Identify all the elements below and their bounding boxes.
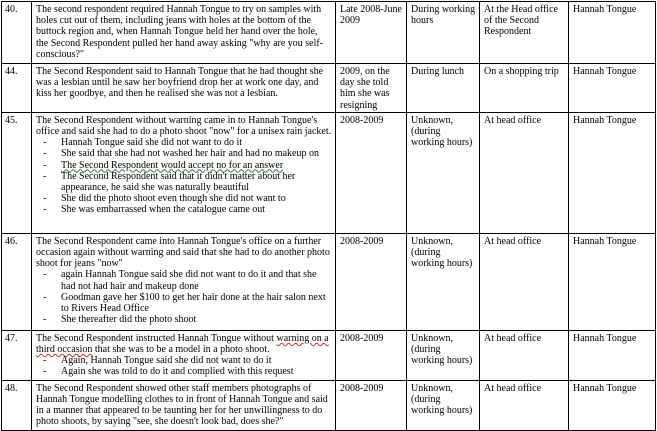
bullet-list (36, 137, 332, 215)
list-item: - She said that she had not washed her hair and had no makeup on (43, 148, 319, 160)
bullet-list (36, 355, 332, 377)
incident-text: The Second Respondent came into Hannah Tongue's office on a further occasion again without warning and said that she had to do another photo shoot for jeans "now" (36, 235, 330, 270)
incident-text: The Second Respondent instructed Hannah Tongue without warning on a third occasion that she was to be a model in a photo shoot. (36, 332, 329, 356)
table-row (2, 233, 656, 330)
list-item: - Again she was told to do it and complied with this request (43, 366, 294, 378)
incident-place: At head office (480, 380, 569, 430)
list-item: - The Second Respondent said that it didn't matter about her appearance, he said she was naturally beautiful (43, 170, 296, 194)
list-item: - She thereafter did the photo shoot (43, 314, 197, 326)
incident-date: 2008-2009 (336, 330, 407, 380)
incident-time: Unknown, (during working hours) (407, 112, 480, 233)
incident-place: At head office (480, 233, 569, 330)
table-row (2, 380, 656, 430)
spelling-flagged-text: warning on a third occasion (36, 332, 329, 356)
incident-time: Unknown, (during working hours) (407, 330, 480, 380)
list-item: - Hannah Tongue said she did not want to do it (43, 137, 243, 149)
incident-place: At head office (480, 112, 569, 233)
table-row (2, 330, 656, 380)
row-number: 40. (2, 2, 32, 64)
row-number: 45. (2, 112, 32, 233)
incident-time: Unknown, (during working hours) (407, 380, 480, 430)
row-number: 47. (2, 330, 32, 380)
incident-date: 2008-2009 (336, 233, 407, 330)
list-item: - Again, Hannah Tongue said she did not want to do it (43, 355, 272, 367)
incident-person: Hannah Tongue (569, 330, 656, 380)
incident-place: On a shopping trip (480, 64, 569, 113)
row-number: 46. (2, 233, 32, 330)
incident-date: 2008-2009 (336, 112, 407, 233)
incident-text: The Second Respondent without warning came in to Hannah Tongue's office and said she had to do a photo shoot "now" for a unisex rain jacket. (36, 114, 332, 138)
incident-date: 2008-2009 (336, 380, 407, 430)
incident-person: Hannah Tongue (569, 233, 656, 330)
incident-description (32, 330, 336, 380)
table-row (2, 112, 656, 233)
incident-description: The second respondent required Hannah Tongue to try on samples with holes cut out of them, including jeans with holes at the bottom of the buttock region and, when Hannah Tongue held her hand over the hole, the Second Respondent pulled her hand away asking "why are you self-conscious?" (32, 2, 336, 64)
incident-person: Hannah Tongue (569, 380, 656, 430)
incident-time: During lunch (407, 64, 480, 113)
incident-person: Hannah Tongue (569, 112, 656, 233)
list-item: - again Hannah Tongue said she did not want to do it and that she had not had hair and makeup done (43, 269, 317, 292)
table-row (2, 2, 656, 64)
incident-place: At head office (480, 330, 569, 380)
incident-time: During working hours (407, 2, 480, 64)
row-number: 48. (2, 380, 32, 430)
allegations-table (1, 1, 656, 431)
incident-person: Hannah Tongue (569, 2, 656, 64)
bullet-list (36, 269, 332, 325)
incident-description (32, 112, 336, 233)
list-item: - Goodman gave her $100 to get her hair done at the hair salon next to Rivers Head Office (43, 291, 326, 315)
incident-description: The Second Respondent said to Hannah Tongue that he had thought she was a lesbian until he saw her boyfriend drop her at work one day, and kiss her goodbye, and then he realised she was not a lesbian. (32, 64, 336, 113)
incident-date: 2009, on the day she told him she was resigning (336, 64, 407, 113)
list-item: - The Second Respondent would accept no for an answer (43, 159, 284, 171)
table-row (2, 64, 656, 113)
incident-description: The Second Respondent showed other staff members photographs of Hannah Tongue modelling clothes to in front of Hannah Tongue and said in a manner that appeared to be taunting her for her unwillingness to do photo shoots, by saying "see, she doesn't look bad, does she?" (32, 380, 336, 430)
incident-description (32, 233, 336, 330)
incident-person: Hannah Tongue (569, 64, 656, 113)
row-number: 44. (2, 64, 32, 113)
grammar-flagged-text: The Second Respondent would accept no for an answer (61, 159, 284, 171)
incident-time: Unknown, (during working hours) (407, 233, 480, 330)
list-item: - She was embarrassed when the catalogue came out (43, 204, 266, 216)
incident-place: At the Head office of the Second Respondent (480, 2, 569, 64)
list-item: - She did the photo shoot even though she did not want to (43, 193, 286, 205)
incident-date: Late 2008-June 2009 (336, 2, 407, 64)
